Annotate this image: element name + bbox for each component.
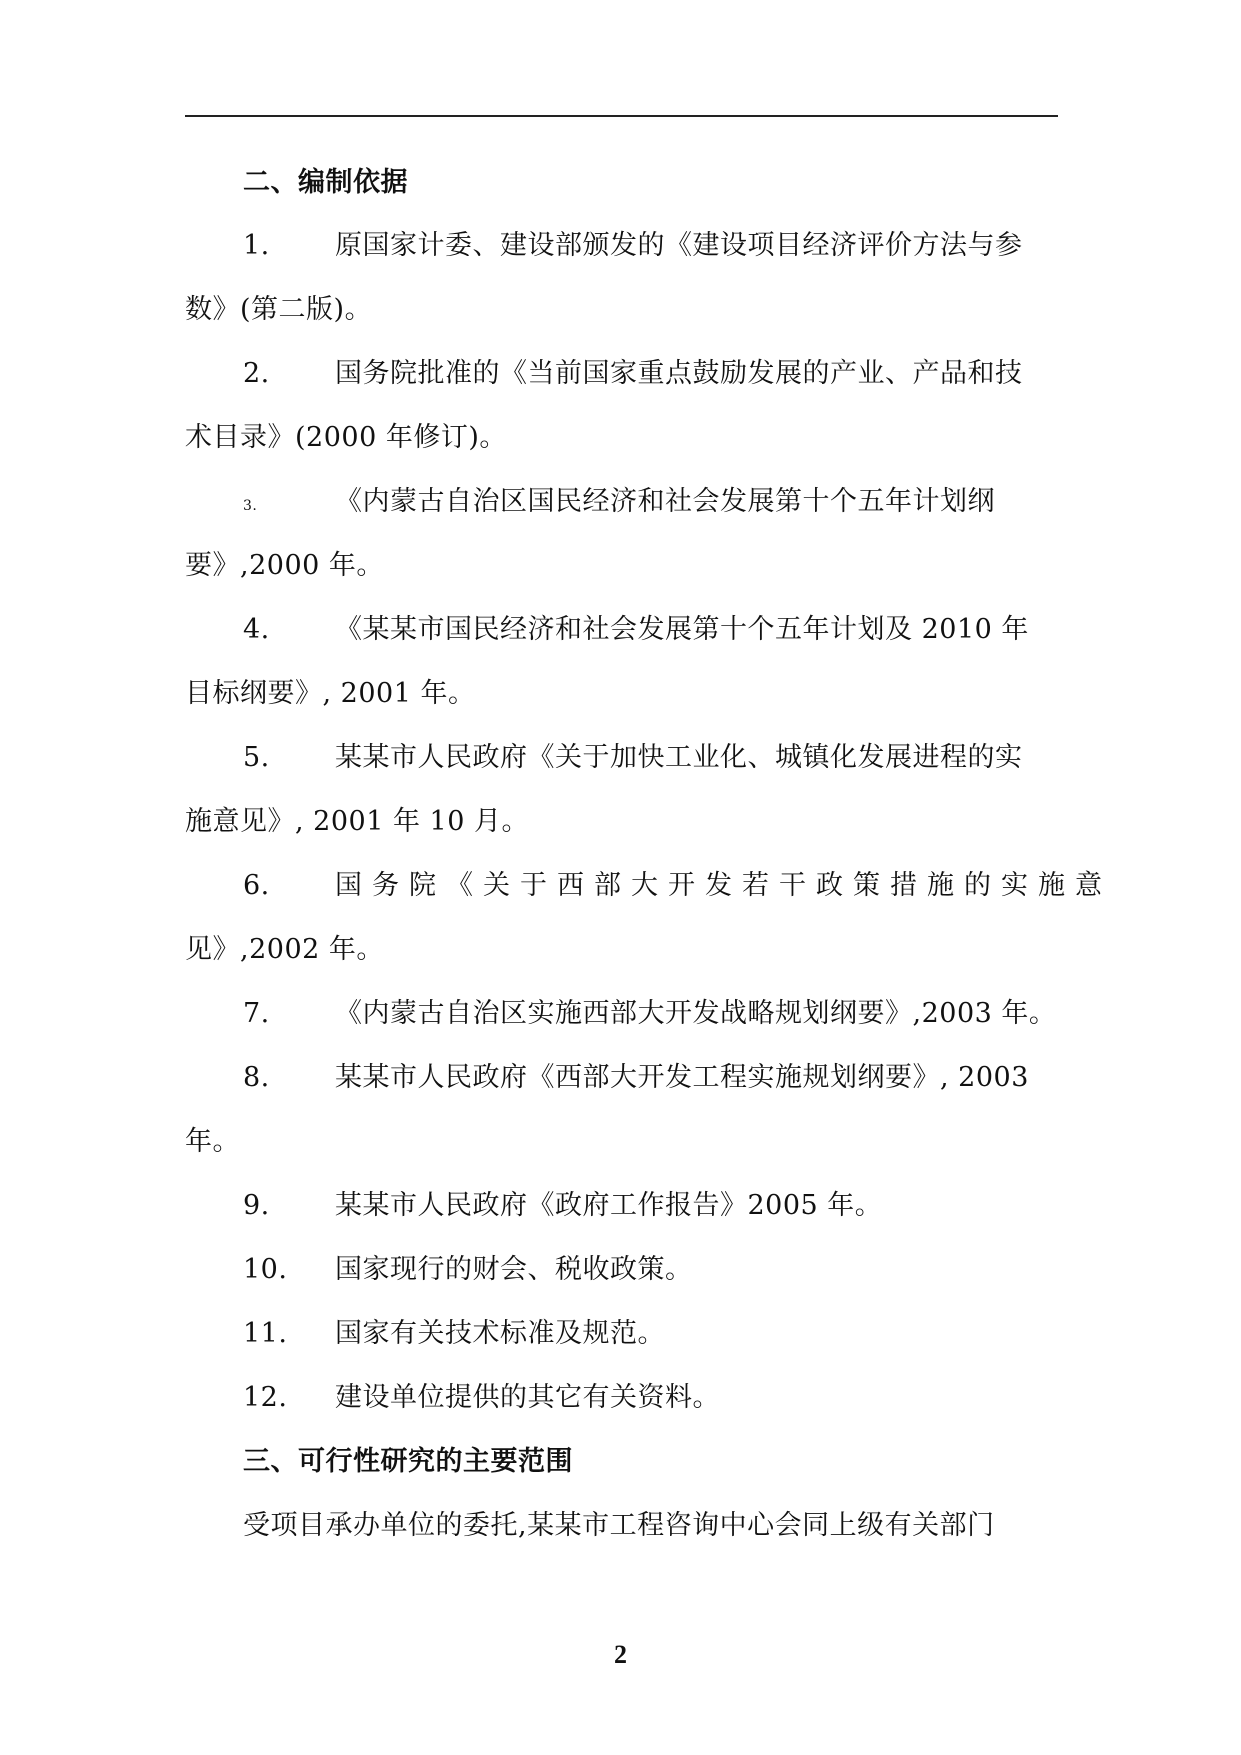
list-item-12 xyxy=(243,1381,720,1415)
item-text: 某某市人民政府《关于加快工业化、城镇化发展进程的实 xyxy=(335,742,1023,773)
item-text: 国务院批准的《当前国家重点鼓励发展的产业、产品和技 xyxy=(335,358,1023,389)
list-item-4-cont: 目标纲要》, 2001 年。 xyxy=(185,678,476,709)
item-number: 5. xyxy=(243,742,270,773)
item-text: 国家有关技术标准及规范。 xyxy=(335,1318,665,1349)
list-item-5 xyxy=(243,741,1023,775)
section-heading-scope: 三、可行性研究的主要范围 xyxy=(243,1446,573,1477)
item-number: 12. xyxy=(243,1382,288,1413)
list-item-11 xyxy=(243,1317,665,1351)
list-item-6 xyxy=(243,869,1112,903)
list-item-7 xyxy=(243,997,1056,1031)
list-item-1-cont: 数》(第二版)。 xyxy=(185,294,373,325)
item-number: 9. xyxy=(243,1190,270,1221)
header-rule xyxy=(185,115,1058,117)
list-item-2-cont: 术目录》(2000 年修订)。 xyxy=(185,422,507,453)
item-number: 11. xyxy=(243,1318,288,1349)
list-item-8-cont: 年。 xyxy=(185,1126,240,1157)
item-text: 建设单位提供的其它有关资料。 xyxy=(335,1382,720,1413)
scope-paragraph: 受项目承办单位的委托,某某市工程咨询中心会同上级有关部门 xyxy=(243,1510,995,1541)
list-item-10 xyxy=(243,1253,693,1287)
item-number: 3. xyxy=(243,498,258,514)
item-text: 国务院《关于西部大开发若干政策措施的实施意 xyxy=(335,870,1112,901)
item-text: 《某某市国民经济和社会发展第十个五年计划及 2010 年 xyxy=(335,614,1029,645)
item-number: 1. xyxy=(243,230,270,261)
item-text: 国家现行的财会、税收政策。 xyxy=(335,1254,693,1285)
item-text: 原国家计委、建设部颁发的《建设项目经济评价方法与参 xyxy=(335,230,1023,261)
list-item-8 xyxy=(243,1061,1029,1095)
list-item-1 xyxy=(243,229,1023,263)
item-number: 4. xyxy=(243,614,270,645)
item-number: 10. xyxy=(243,1254,288,1285)
list-item-6-cont: 见》,2002 年。 xyxy=(185,934,384,965)
item-text: 某某市人民政府《政府工作报告》2005 年。 xyxy=(335,1190,883,1221)
list-item-9 xyxy=(243,1189,882,1223)
page-number: 2 xyxy=(614,1640,627,1669)
item-number: 7. xyxy=(243,998,270,1029)
list-item-4 xyxy=(243,613,1029,647)
item-number: 6. xyxy=(243,870,270,901)
item-text: 《内蒙古自治区实施西部大开发战略规划纲要》,2003 年。 xyxy=(335,998,1057,1029)
list-item-2 xyxy=(243,357,1023,391)
item-text: 《内蒙古自治区国民经济和社会发展第十个五年计划纲 xyxy=(335,486,995,517)
item-text: 某某市人民政府《西部大开发工程实施规划纲要》, 2003 xyxy=(335,1062,1029,1093)
list-item-3 xyxy=(243,485,995,523)
item-number: 8. xyxy=(243,1062,270,1093)
section-heading-basis: 二、编制依据 xyxy=(243,167,408,198)
list-item-5-cont: 施意见》, 2001 年 10 月。 xyxy=(185,806,529,837)
item-number: 2. xyxy=(243,358,270,389)
list-item-3-cont: 要》,2000 年。 xyxy=(185,550,384,581)
